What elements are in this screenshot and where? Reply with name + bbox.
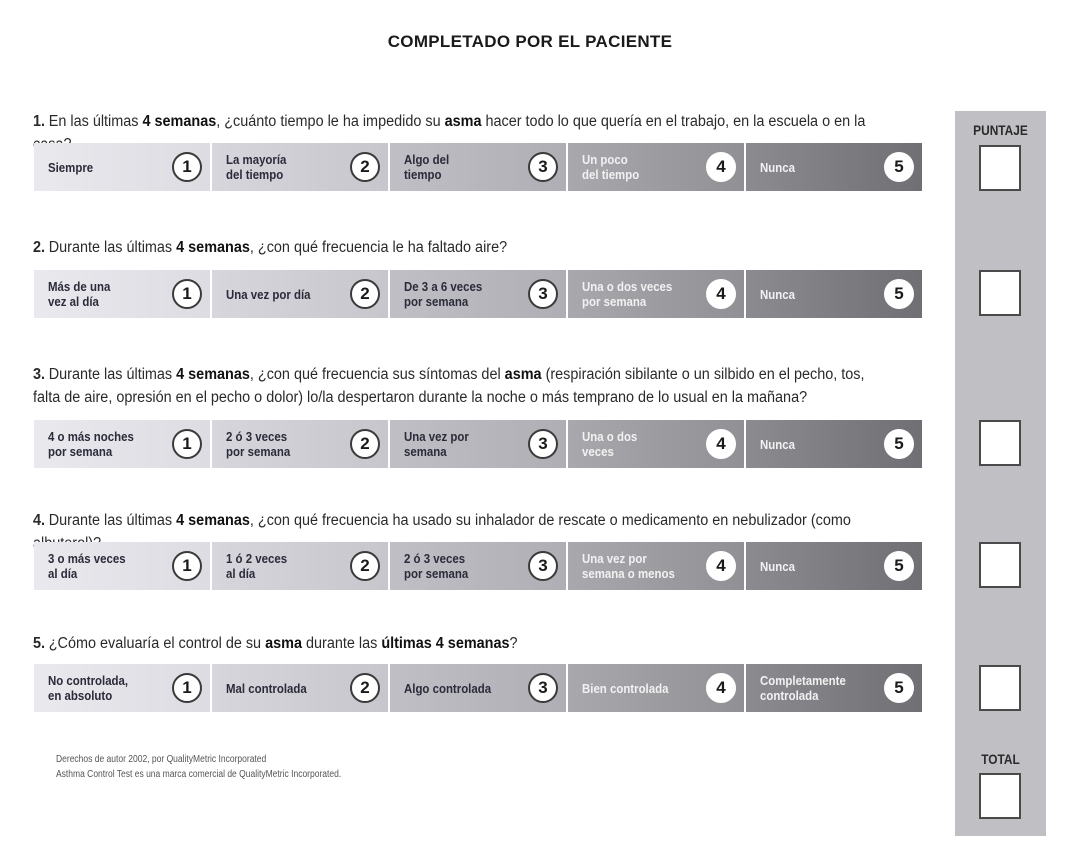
answer-option[interactable]: [390, 664, 568, 712]
option-score-circle: 3: [528, 152, 558, 182]
options-row-5: [34, 664, 922, 712]
option-score-circle: 1: [172, 673, 202, 703]
option-score-circle: 4: [706, 551, 736, 581]
question-number: 3.: [33, 366, 46, 383]
score-header: PUNTAJE: [973, 122, 1028, 138]
option-score-circle: 4: [706, 429, 736, 459]
option-label: Nunca: [760, 558, 795, 574]
question-text: [33, 366, 864, 406]
total-box[interactable]: [979, 773, 1021, 819]
answer-option[interactable]: [746, 143, 922, 191]
answer-option[interactable]: [568, 664, 746, 712]
option-score-circle: 4: [706, 279, 736, 309]
copyright-line: Derechos de autor 2002, por QualityMetric Incorporated: [56, 754, 267, 765]
option-label: Mal controlada: [226, 680, 307, 696]
question-number: 5.: [33, 635, 46, 652]
score-column: [955, 111, 1046, 836]
option-label: Algo del tiempo: [404, 152, 450, 182]
option-score-circle: 5: [884, 279, 914, 309]
total-label: TOTAL: [981, 751, 1020, 767]
answer-option[interactable]: [34, 420, 212, 468]
option-label: Una vez por semana: [404, 429, 469, 459]
answer-option[interactable]: [568, 542, 746, 590]
option-score-circle: 5: [884, 429, 914, 459]
page-title: COMPLETADO POR EL PACIENTE: [387, 32, 673, 51]
answer-option[interactable]: [568, 270, 746, 318]
option-label: Un poco del tiempo: [582, 152, 640, 182]
option-score-circle: 1: [172, 279, 202, 309]
option-score-circle: 2: [350, 551, 380, 581]
question-emphasis: asma: [444, 113, 482, 130]
answer-option[interactable]: [212, 143, 390, 191]
option-score-circle: 2: [350, 429, 380, 459]
option-score-circle: 1: [172, 551, 202, 581]
option-label: 1 ó 2 veces al día: [226, 551, 288, 581]
option-score-circle: 2: [350, 279, 380, 309]
question-number: 4.: [33, 512, 46, 529]
options-row-3: [34, 420, 922, 468]
option-score-circle: 3: [528, 429, 558, 459]
question-emphasis: últimas 4 semanas: [381, 635, 510, 652]
copyright-footer: [56, 752, 341, 782]
answer-option[interactable]: [212, 270, 390, 318]
option-score-circle: 2: [350, 152, 380, 182]
option-score-circle: 1: [172, 152, 202, 182]
option-score-circle: 1: [172, 429, 202, 459]
question-fragment: ¿Cómo evaluaría el control de su: [48, 635, 266, 652]
score-box-2[interactable]: [979, 270, 1021, 316]
option-label: 3 o más veces al día: [48, 551, 126, 581]
option-score-circle: 3: [528, 279, 558, 309]
options-row-4: [34, 542, 922, 590]
option-label: 2 ó 3 veces por semana: [404, 551, 469, 581]
answer-option[interactable]: [746, 664, 922, 712]
question-fragment: hacer todo lo que quería en el trabajo, en la escuela o en la: [485, 113, 866, 130]
option-label: Bien controlada: [582, 680, 669, 696]
answer-option[interactable]: [746, 270, 922, 318]
question-5: [33, 632, 879, 655]
option-score-circle: 4: [706, 673, 736, 703]
option-score-circle: 3: [528, 673, 558, 703]
option-label: La mayoría del tiempo: [226, 152, 287, 182]
question-3: [33, 363, 879, 409]
trademark-line: Asthma Control Test es una marca comercial de QualityMetric Incorporated.: [56, 769, 342, 780]
score-box-1[interactable]: [979, 145, 1021, 191]
option-label: Algo controlada: [404, 680, 492, 696]
question-text: [49, 239, 507, 256]
score-box-5[interactable]: [979, 665, 1021, 711]
option-score-circle: 3: [528, 551, 558, 581]
option-label: Una o dos veces por semana: [582, 279, 673, 309]
answer-option[interactable]: [34, 270, 212, 318]
question-fragment: , ¿con qué frecuencia ha usado su inhalador de rescate o medicamento en nebulizador (como: [249, 512, 851, 529]
question-number: 2.: [33, 239, 46, 256]
answer-option[interactable]: [212, 420, 390, 468]
answer-option[interactable]: [34, 143, 212, 191]
option-label: Más de una vez al día: [48, 279, 111, 309]
question-fragment: Durante las últimas: [48, 512, 177, 529]
option-label: Una vez por semana o menos: [582, 551, 675, 581]
score-box-4[interactable]: [979, 542, 1021, 588]
question-fragment: , ¿con qué frecuencia sus síntomas del: [249, 366, 505, 383]
options-row-1: [34, 143, 922, 191]
question-fragment: En las últimas: [48, 113, 143, 130]
question-emphasis: asma: [265, 635, 302, 652]
option-label: Una o dos veces: [582, 429, 638, 459]
question-emphasis: 4 semanas: [176, 239, 250, 256]
question-emphasis: 4 semanas: [142, 113, 217, 130]
answer-option[interactable]: [212, 664, 390, 712]
option-label: Nunca: [760, 159, 795, 175]
score-box-3[interactable]: [979, 420, 1021, 466]
answer-option[interactable]: [34, 664, 212, 712]
answer-option[interactable]: [746, 542, 922, 590]
option-label: Nunca: [760, 286, 795, 302]
answer-option[interactable]: [390, 542, 568, 590]
option-score-circle: 5: [884, 673, 914, 703]
option-label: 2 ó 3 veces por semana: [226, 429, 291, 459]
question-text: [49, 635, 518, 652]
option-score-circle: 5: [884, 551, 914, 581]
question-2: [33, 236, 879, 259]
answer-option[interactable]: [34, 542, 212, 590]
option-label: Siempre: [48, 159, 94, 175]
option-score-circle: 5: [884, 152, 914, 182]
answer-option[interactable]: [212, 542, 390, 590]
question-fragment: Durante las últimas: [48, 239, 177, 256]
question-fragment: durante las: [301, 635, 382, 652]
answer-option[interactable]: [568, 420, 746, 468]
question-fragment: , ¿con qué frecuencia le ha faltado aire?: [249, 239, 508, 256]
option-label: Completamente controlada: [760, 673, 846, 703]
answer-option[interactable]: [390, 143, 568, 191]
question-emphasis: 4 semanas: [176, 366, 250, 383]
question-emphasis: 4 semanas: [176, 512, 250, 529]
option-score-circle: 2: [350, 673, 380, 703]
answer-option[interactable]: [746, 420, 922, 468]
question-fragment: ?: [509, 635, 518, 652]
answer-option[interactable]: [390, 270, 568, 318]
option-label: 4 o más noches por semana: [48, 429, 134, 459]
question-fragment: , ¿cuánto tiempo le ha impedido su: [216, 113, 445, 130]
answer-option[interactable]: [390, 420, 568, 468]
answer-option[interactable]: [568, 143, 746, 191]
options-row-2: [34, 270, 922, 318]
option-score-circle: 4: [706, 152, 736, 182]
option-label: De 3 a 6 veces por semana: [404, 279, 483, 309]
question-number: 1.: [33, 113, 46, 130]
option-label: Una vez por día: [226, 286, 311, 302]
question-emphasis: asma: [504, 366, 542, 383]
option-label: No controlada, en absoluto: [48, 673, 129, 703]
option-label: Nunca: [760, 436, 795, 452]
question-fragment: (respiración sibilante o un silbido en el pecho, tos, falta de aire, opresión en el pecho o dolor) lo/la despertaron durante la noche o más temprano de lo usual en la mañana?: [33, 366, 865, 406]
question-fragment: Durante las últimas: [48, 366, 177, 383]
